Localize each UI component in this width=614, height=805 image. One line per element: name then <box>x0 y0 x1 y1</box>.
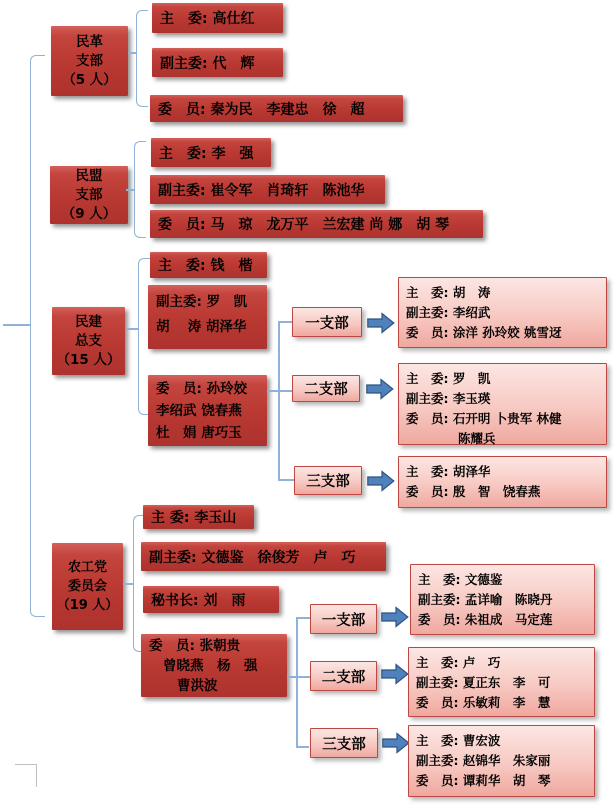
row-chairman-minjian <box>150 252 267 278</box>
branch-detail-nonggongdang-1 <box>410 564 595 635</box>
row-vice-minge <box>152 48 283 77</box>
branch-label-nonggongdang-1 <box>310 604 377 634</box>
row-text-line: 委 员: 张朝贵 <box>149 638 241 654</box>
group-title-line: （9 人） <box>61 205 117 222</box>
brace-group-1-cusp <box>128 52 136 54</box>
group-box-nonggongdang <box>52 543 123 630</box>
group-title-line: 总支 <box>75 332 102 349</box>
branch-label-text: 一支部 <box>321 612 366 629</box>
brace-group-4 <box>133 515 145 652</box>
detail-line: 副主委: 孟详喻 陈晓丹 <box>418 592 553 607</box>
detail-line: 委 员: 石开明 卜贵军 林健 <box>406 411 562 426</box>
branch-detail-minjian-1 <box>398 277 607 348</box>
brace-group-1 <box>136 10 148 107</box>
right-arrow-icon <box>381 606 409 628</box>
detail-line: 委 员: 涂洋 孙玲姣 姚雪迓 <box>406 325 562 340</box>
row-text: 秘书长: 刘 雨 <box>151 592 246 609</box>
detail-line: 委 员: 殷 智 饶春燕 <box>406 484 541 499</box>
brace-all-groups-cusp <box>3 324 30 326</box>
row-chairman-minmeng <box>151 138 271 167</box>
branch-label-minjian-3 <box>294 466 362 495</box>
row-secretary-nonggongdang <box>143 586 279 613</box>
detail-line: 委 员: 朱祖成 马定莲 <box>418 612 553 627</box>
branch-label-text: 二支部 <box>321 669 366 686</box>
group-box-minmeng <box>50 166 128 224</box>
detail-line: 主 委: 胡泽华 <box>406 464 491 479</box>
row-text-line: 副主委: 罗 凯 <box>156 294 248 310</box>
group-title-line: 民建 <box>75 313 102 330</box>
group-box-minjian <box>52 307 125 375</box>
branch-detail-minjian-2 <box>398 363 607 445</box>
detail-line: 主 委: 曹宏波 <box>416 733 501 748</box>
branch-label-text: 三支部 <box>322 736 366 753</box>
detail-line: 副主委: 赵锦华 朱家丽 <box>416 753 551 768</box>
brace-group-2-cusp <box>126 189 134 191</box>
detail-line: 陈耀兵 <box>458 431 496 446</box>
row-members-minge <box>150 95 403 122</box>
connector-stub <box>278 321 292 323</box>
corner-mark <box>15 764 37 787</box>
detail-line: 主 委: 文德鉴 <box>418 572 503 587</box>
branch-detail-minjian-3 <box>398 456 607 508</box>
row-text: 主 委: 高仕红 <box>160 11 255 27</box>
detail-line: 主 委: 罗 凯 <box>406 371 491 386</box>
connector-stub <box>296 746 309 748</box>
group-title-line: （19 人） <box>56 598 119 613</box>
branch-label-nonggongdang-3 <box>310 728 378 758</box>
row-text-line: 曹洪波 <box>177 678 218 694</box>
branch-label-nonggongdang-2 <box>310 661 377 691</box>
row-chairman-nonggongdang <box>143 505 254 529</box>
branch-label-text: 一支部 <box>305 315 349 332</box>
row-vice-nonggongdang <box>141 542 386 571</box>
row-text-line: 曾晓燕 杨 强 <box>163 658 258 674</box>
brace-group-3-cusp <box>126 328 138 330</box>
group-title-line: 民革 <box>76 33 103 50</box>
branch-label-text: 三支部 <box>306 474 350 490</box>
connector-stub <box>287 676 310 678</box>
brace-all-groups <box>30 55 45 617</box>
row-text-line: 李绍武 饶春燕 <box>156 403 242 419</box>
right-arrow-icon <box>367 470 395 492</box>
group-title-line: （5 人） <box>62 71 117 88</box>
branch-detail-nonggongdang-3 <box>408 725 595 797</box>
connector-minjian-branches <box>278 322 280 480</box>
group-title-line: 民盟 <box>75 167 103 184</box>
right-arrow-icon <box>367 312 395 334</box>
row-text: 委 员: 马 琼 龙万平 兰宏建 尚 娜 胡 琴 <box>158 217 450 233</box>
row-text: 主 委: 李 强 <box>159 145 254 162</box>
branch-label-minjian-2 <box>292 375 360 402</box>
row-text-line: 胡 涛 胡泽华 <box>156 319 247 335</box>
detail-line: 副主委: 夏正东 李 可 <box>416 675 551 690</box>
group-box-minge <box>51 26 128 96</box>
row-members-nonggongdang <box>141 634 287 697</box>
right-arrow-icon <box>382 732 410 754</box>
connector-stub <box>267 390 292 392</box>
row-text-line: 委 员: 孙玲姣 <box>156 381 248 397</box>
connector-stub <box>296 617 310 619</box>
row-chairman-minge <box>152 3 283 33</box>
row-members-minjian <box>148 375 267 446</box>
group-title-line: （15 人） <box>56 351 121 368</box>
row-text: 主 委: 李玉山 <box>151 510 237 526</box>
branch-detail-nonggongdang-2 <box>408 647 595 717</box>
right-arrow-icon <box>366 378 394 400</box>
connector-stub <box>278 479 294 481</box>
detail-line: 主 委: 胡 涛 <box>406 285 491 300</box>
row-text: 委 员: 秦为民 李建忠 徐 超 <box>158 101 365 118</box>
detail-line: 委 员: 乐敏莉 李 慧 <box>416 695 551 710</box>
detail-line: 副主委: 李绍武 <box>406 305 491 320</box>
row-text: 副主委: 文德鉴 徐俊芳 卢 巧 <box>149 549 356 566</box>
brace-group-4-cusp <box>123 583 133 585</box>
row-vice-minmeng <box>150 175 385 204</box>
detail-line: 副主委: 李玉瑛 <box>406 391 491 406</box>
branch-label-minjian-1 <box>292 307 362 337</box>
group-title-line: 支部 <box>75 186 103 203</box>
right-arrow-icon <box>381 663 409 685</box>
connector-nonggongdang-branches <box>296 618 298 748</box>
row-members-minmeng <box>150 210 483 238</box>
group-title-line: 支部 <box>76 52 103 69</box>
row-text-line: 杜 娟 唐巧玉 <box>156 425 242 441</box>
detail-line: 主 委: 卢 巧 <box>416 655 501 670</box>
group-title-line: 农工党 <box>67 560 107 575</box>
group-title-line: 委员会 <box>67 579 107 594</box>
row-text: 副主委: 代 辉 <box>160 55 255 72</box>
branch-label-text: 二支部 <box>304 382 348 398</box>
row-vice-minjian <box>148 285 267 349</box>
row-text: 副主委: 崔令军 肖琦轩 陈池华 <box>158 182 365 199</box>
detail-line: 委 员: 谭莉华 胡 琴 <box>416 773 551 788</box>
brace-group-2 <box>134 141 146 238</box>
row-text: 主 委: 钱 楷 <box>158 258 253 274</box>
